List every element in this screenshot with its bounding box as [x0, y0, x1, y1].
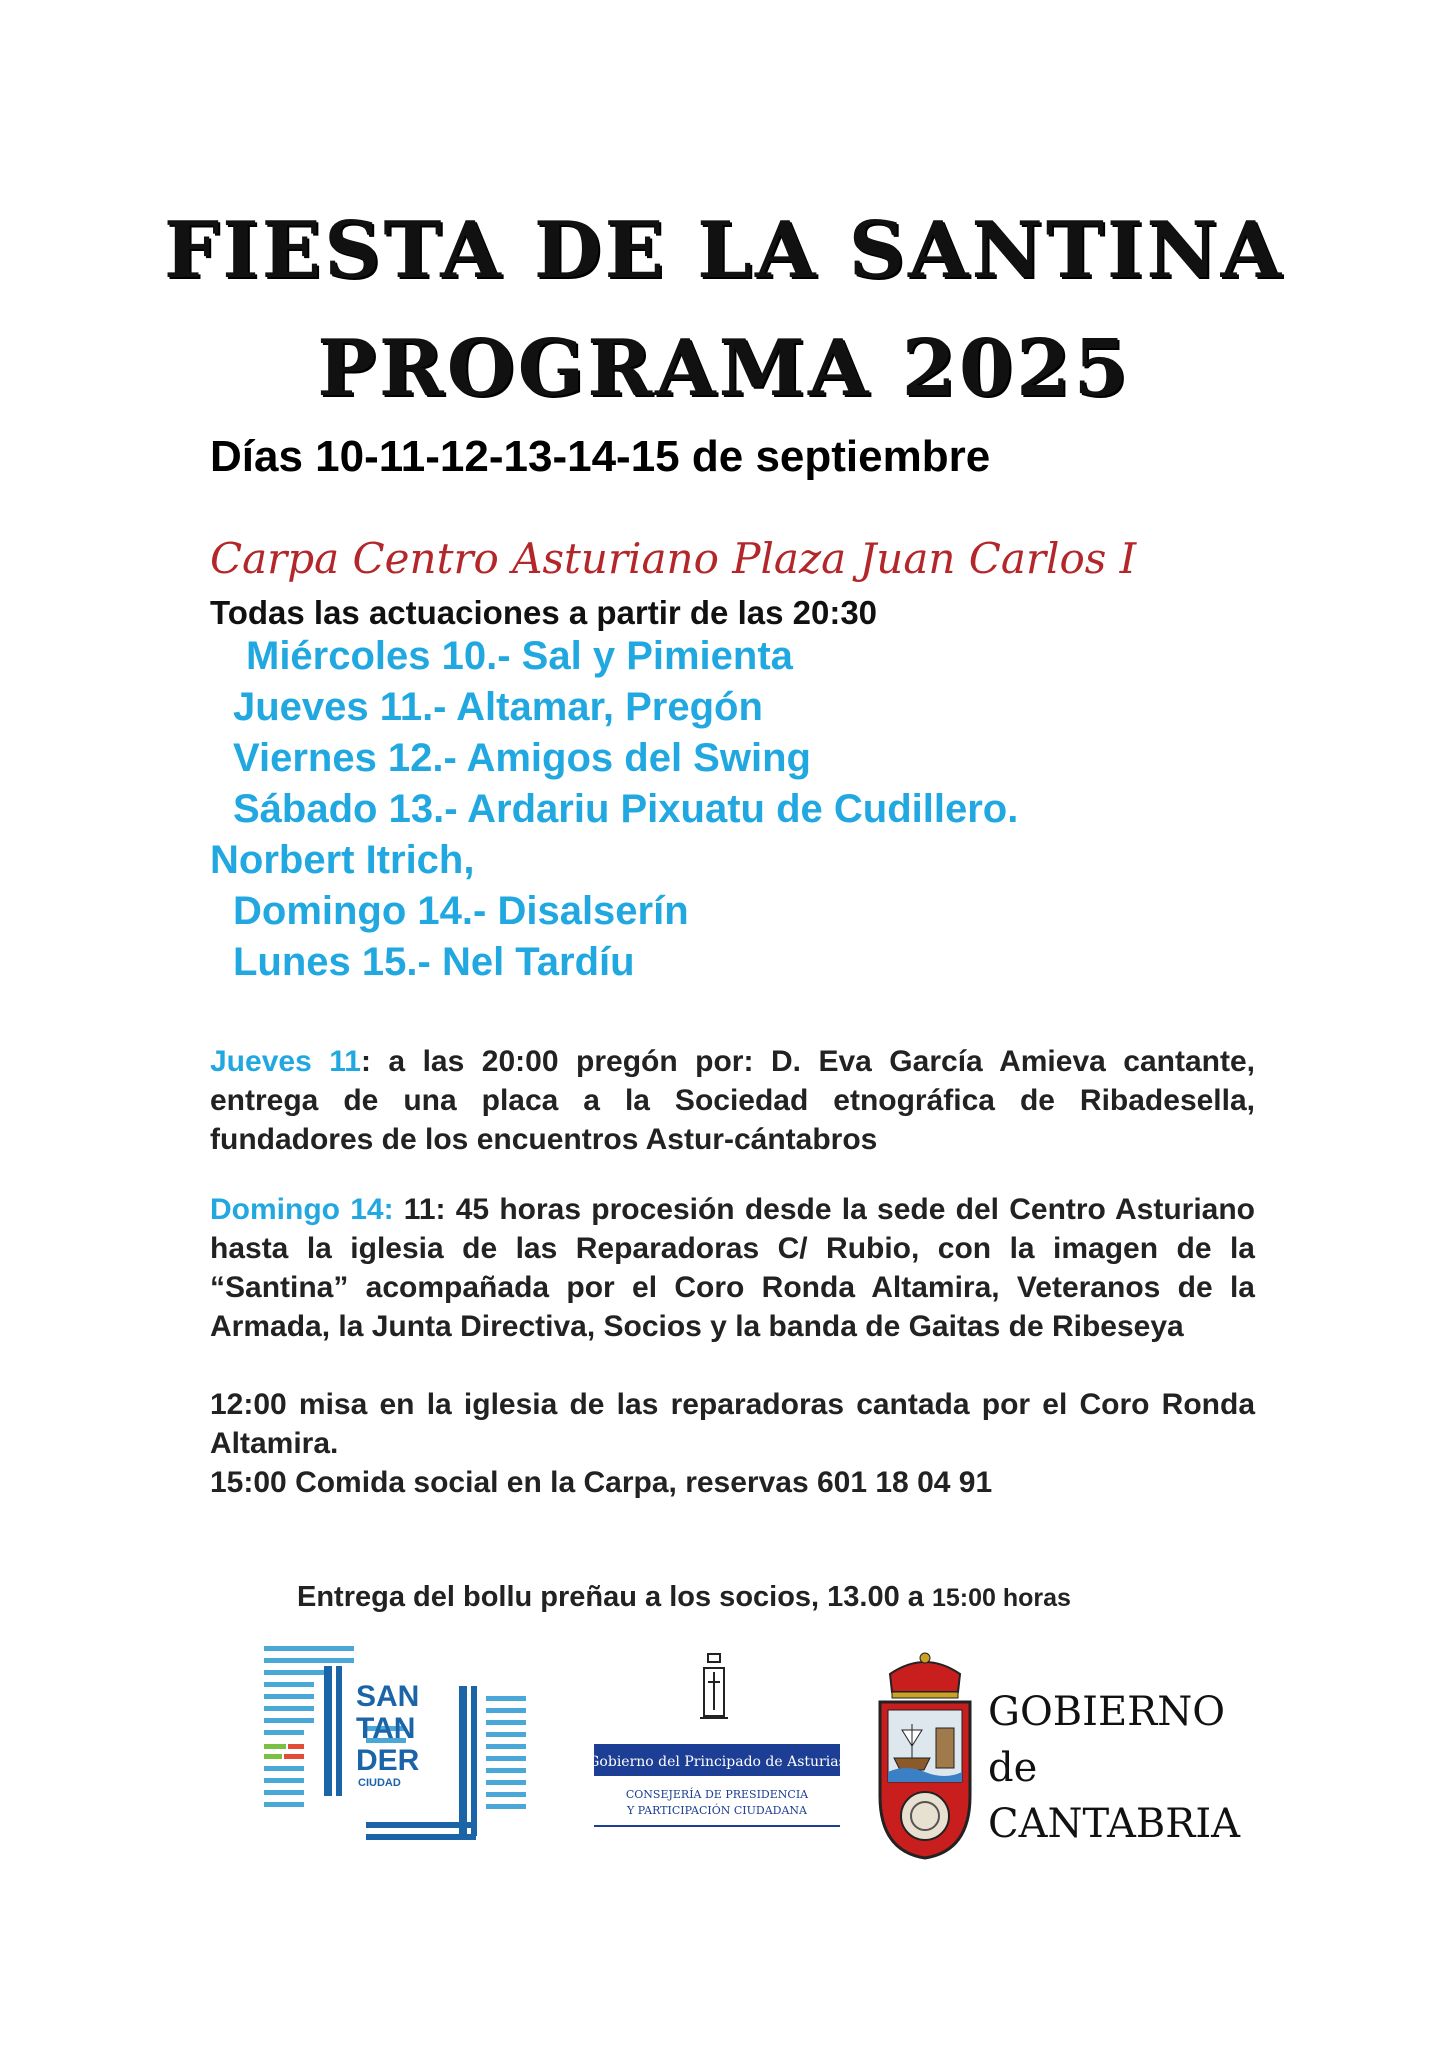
domingo-note — [210, 1190, 1255, 1346]
santander-line-4: CIUDAD — [358, 1777, 401, 1789]
venue: Carpa Centro Asturiano Plaza Juan Carlos I — [210, 534, 1137, 583]
cantabria-line-1: GOBIERNO — [988, 1689, 1226, 1735]
asturias-name: Gobierno del Principado de Asturias — [592, 1754, 844, 1770]
asturias-dept-1: CONSEJERÍA DE PRESIDENCIA — [625, 1788, 809, 1801]
cantabria-coat-of-arms-icon — [870, 1646, 980, 1861]
comida-note: 15:00 Comida social en la Carpa, reservas 601 18 04 91 — [210, 1466, 993, 1499]
jueves-note — [210, 1042, 1255, 1159]
domingo-text: 11: 45 horas procesión desde la sede del Centro Asturiano hasta la iglesia de las Reparadoras C/ Rubio, con la imagen de la “Santina” acompañada por el Coro Ronda Altamira, Veteranos de la Armada, la Junta Directiva, Socios y la banda de Gaitas de Ribeseya — [210, 1193, 1256, 1343]
cantabria-line-2: de — [988, 1745, 1038, 1791]
santander-logo — [216, 1626, 570, 1866]
bollu-main: Entrega del bollu preñau a los socios, 13.00 a — [297, 1581, 932, 1613]
asturias-dept-2: Y PARTICIPACIÓN CIUDADANA — [627, 1804, 807, 1817]
santander-logo-graphic — [216, 1626, 570, 1866]
domingo-label: Domingo 14: — [210, 1193, 394, 1226]
cantabria-logo — [870, 1646, 1240, 1861]
asturias-logo — [592, 1646, 844, 1836]
schedule-item: Domingo 14.- Disalserín — [233, 889, 689, 933]
schedule-item: Jueves 11.- Altamar, Pregón — [233, 685, 763, 729]
jueves-label: Jueves 11 — [210, 1045, 361, 1078]
performances-subtitle: Todas las actuaciones a partir de las 20:30 — [210, 594, 878, 631]
event-dates: Días 10-11-12-13-14-15 de septiembre — [210, 432, 991, 481]
asturias-logo-graphic — [592, 1646, 844, 1836]
schedule-item: Viernes 12.- Amigos del Swing — [233, 736, 811, 780]
santander-line-3: DER — [356, 1744, 420, 1777]
cantabria-line-3: CANTABRIA — [988, 1801, 1241, 1847]
misa-note: 12:00 misa en la iglesia de las reparadoras cantada por el Coro Ronda Altamira. — [210, 1388, 1255, 1460]
bollu-note — [297, 1581, 1071, 1614]
santander-line-2: TAN — [356, 1712, 416, 1745]
jueves-text: : a las 20:00 pregón por: D. Eva García Amieva cantante, entrega de una placa a la Sociedad etnográfica de Ribadesella, fundadores de los encuentros Astur-cántabros — [210, 1045, 1256, 1156]
santander-line-1: SAN — [356, 1680, 420, 1713]
title-line-2: PROGRAMA 2025 — [317, 323, 1131, 414]
schedule-item: Sábado 13.- Ardariu Pixuatu de Cudillero. — [233, 787, 1019, 831]
schedule-item: Norbert Itrich, — [210, 838, 475, 882]
schedule-item: Miércoles 10.- Sal y Pimienta — [246, 634, 793, 678]
bollu-time: 15:00 horas — [931, 1584, 1071, 1612]
schedule-item: Lunes 15.- Nel Tardíu — [233, 940, 635, 984]
title-line-1: FIESTA DE LA SANTINA — [163, 205, 1285, 296]
